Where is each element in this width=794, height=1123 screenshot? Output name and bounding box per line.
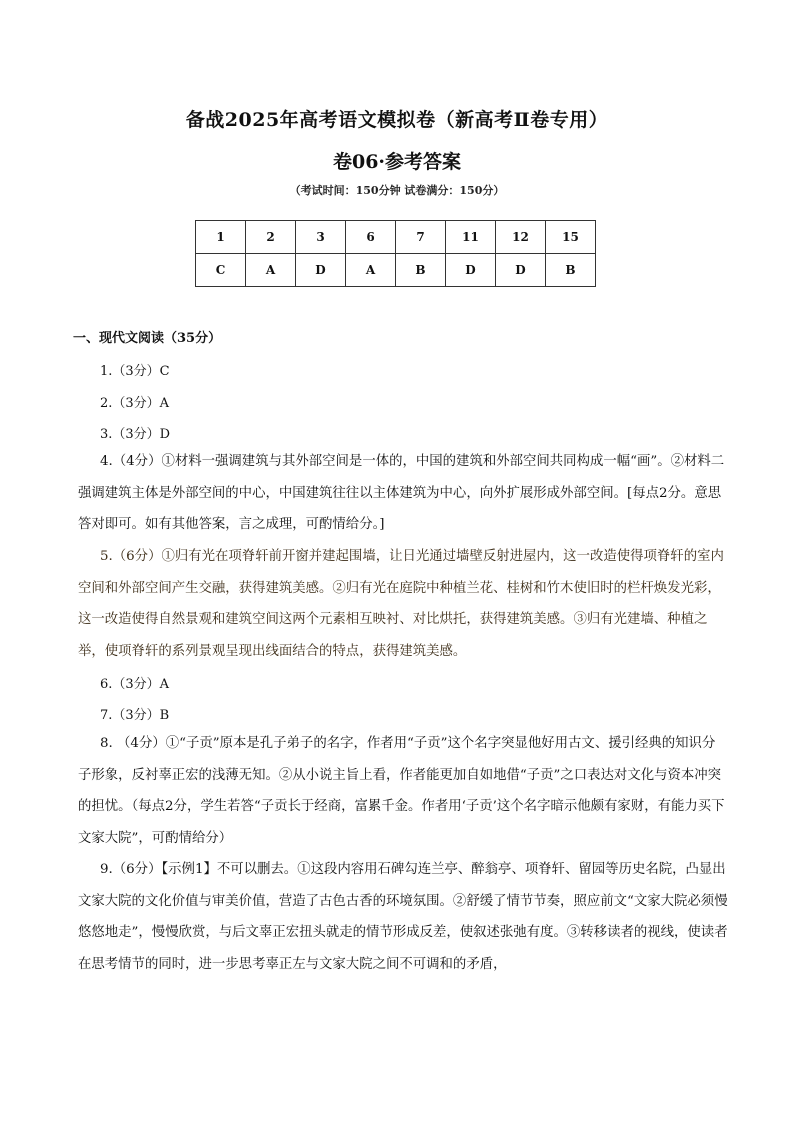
answer-cell: D — [446, 254, 496, 287]
question-number-cell: 15 — [546, 221, 596, 254]
answer-cell: A — [346, 254, 396, 287]
answer-q4 — [78, 446, 728, 541]
answer-q8 — [78, 728, 728, 854]
answer-q9 — [78, 854, 728, 980]
answer-cell: D — [496, 254, 546, 287]
answer-q6: 6.（3分）A — [100, 677, 170, 692]
question-number-cell: 3 — [296, 221, 346, 254]
answer-cell: C — [196, 254, 246, 287]
answer-table-number-row — [196, 221, 596, 254]
exam-info: （考试时间：150分钟 试卷满分：150分） — [289, 184, 505, 197]
answer-table — [195, 220, 596, 287]
answer-q7: 7.（3分）B — [100, 708, 170, 723]
answer-q5 — [78, 541, 728, 667]
answer-q3: 3.（3分）D — [100, 427, 171, 442]
question-number-cell: 12 — [496, 221, 546, 254]
answer-q4-text: 4.（4分）①材料一强调建筑与其外部空间是一体的，中国的建筑和外部空间共同构成一幅“画”。②材料二强调建筑主体是外部空间的中心，中国建筑往往以主体建筑为中心，向外扩展形成外部空间。[每点2分。意思答对即可。如有其他答案，言之成理，可酌情给分。] — [78, 454, 725, 532]
answer-table-answer-row — [196, 254, 596, 287]
answer-q8-text: 8. （4分）①“子贡”原本是孔子弟子的名字，作者用“子贡”这个名字突显他好用古文、援引经典的知识分子形象，反衬辜正宏的浅薄无知。②从小说主旨上看，作者能更加自如地借“子贡”之口表达对文化与资本冲突的担忧。（每点2分，学生若答“子贡长于经商，富累千金。作者用‘子贡’这个名字暗示他颇有家财，有能力买下文家大院”，可酌情给分） — [78, 736, 725, 846]
answer-q2: 2.（3分）A — [100, 396, 170, 411]
answer-cell: B — [546, 254, 596, 287]
page-title: 备战2025年高考语文模拟卷（新高考Ⅱ卷专用） — [185, 109, 609, 131]
page-subtitle: 卷06·参考答案 — [332, 151, 462, 173]
question-number-cell: 11 — [446, 221, 496, 254]
answer-q5-text: 5.（6分）①归有光在项脊轩前开窗并建起围墙，让日光通过墙壁反射进屋内，这一改造使得项脊轩的室内空间和外部空间产生交融，获得建筑美感。②归有光在庭院中种植兰花、桂树和竹木使旧时的栏杆焕发光彩，这一改造使得自然景观和建筑空间这两个元素相互映衬、对比烘托，获得建筑美感。③归有光建墙、种植之举，使项脊轩的系列景观呈现出线面结合的特点，获得建筑美感。 — [78, 549, 724, 659]
answer-cell: A — [246, 254, 296, 287]
question-number-cell: 6 — [346, 221, 396, 254]
answer-cell: B — [396, 254, 446, 287]
question-number-cell: 1 — [196, 221, 246, 254]
answer-q9-text: 9.（6分）【示例1】不可以删去。①这段内容用石碑勾连兰亭、醉翁亭、项脊轩、留园等历史名院，凸显出文家大院的文化价值与审美价值，营造了古色古香的环境氛围。②舒缓了情节节奏，照应前文“文家大院必须慢悠悠地走”，慢慢欣赏，与后文辜正宏扭头就走的情节形成反差，使叙述张弛有度。③转移读者的视线，使读者在思考情节的同时，进一步思考辜正左与文家大院之间不可调和的矛盾， — [78, 862, 728, 972]
section-heading: 一、现代文阅读（35分） — [73, 331, 222, 346]
answer-q1: 1.（3分）C — [100, 364, 170, 379]
question-number-cell: 7 — [396, 221, 446, 254]
question-number-cell: 2 — [246, 221, 296, 254]
answer-cell: D — [296, 254, 346, 287]
